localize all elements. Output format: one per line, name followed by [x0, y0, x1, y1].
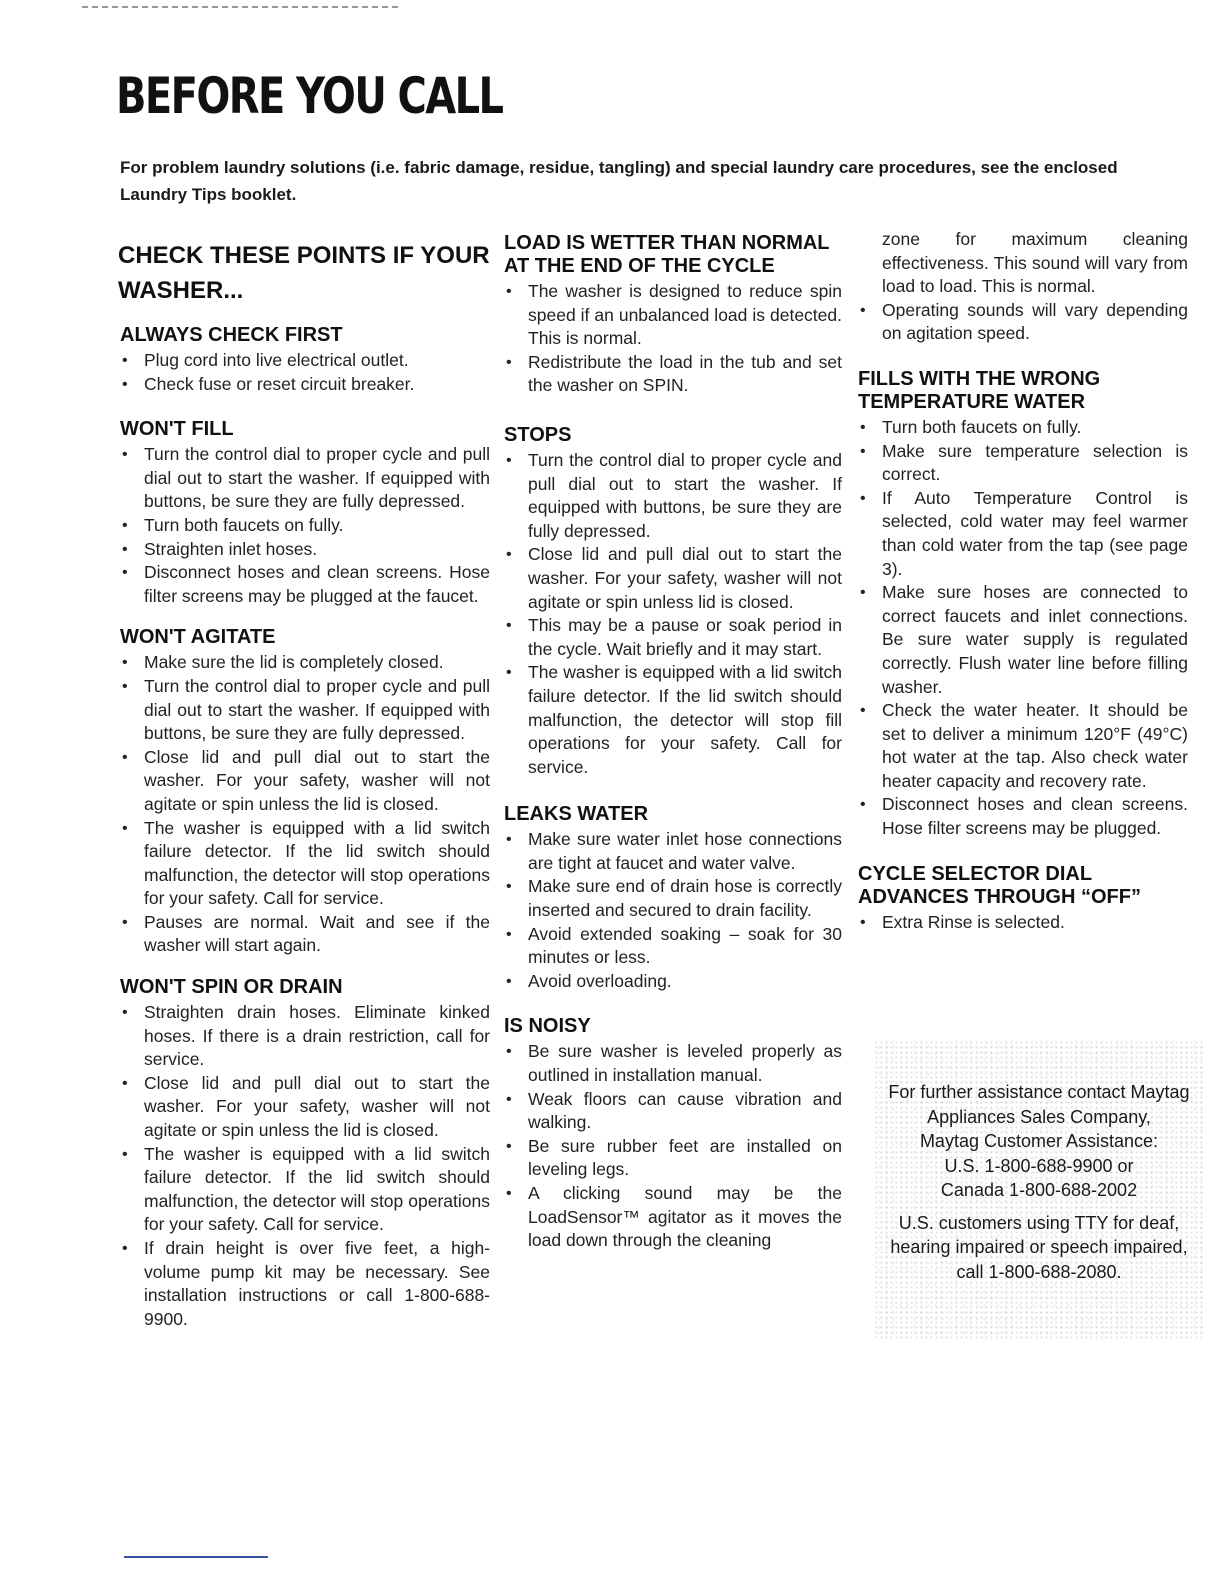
section-title: CYCLE SELECTOR DIAL ADVANCES THROUGH “OFF” [858, 862, 1141, 908]
list-item: • Straighten inlet hoses. [118, 538, 490, 562]
list-item: • Turn the control dial to proper cycle and pull dial out to start the washer. If equipped with buttons, be sure they are fully depressed. [118, 675, 490, 746]
section-title: ALWAYS CHECK FIRST [120, 324, 343, 346]
list-item: • Extra Rinse is selected. [856, 911, 1188, 935]
list-item: • Make sure temperature selection is correct. [856, 440, 1188, 487]
list-item: • Pauses are normal. Wait and see if the washer will start again. [118, 911, 490, 958]
list-item: • Make sure water inlet hose connections are tight at faucet and water valve. [502, 828, 842, 875]
assistance-box [874, 1040, 1204, 1340]
list-item: • Avoid overloading. [502, 970, 842, 994]
section-title: LEAKS WATER [504, 803, 649, 826]
list-item: • Be sure rubber feet are installed on leveling legs. [502, 1135, 842, 1182]
bullet-list [118, 443, 490, 608]
list-item: • Make sure end of drain hose is correctly inserted and secured to drain facility. [502, 875, 842, 922]
list-item: • Check the water heater. It should be set to deliver a minimum 120°F (49°C) hot water at the tap. Also check water heater capacity and recovery rate. [856, 699, 1188, 793]
list-item: • Disconnect hoses and clean screens. Hose filter screens may be plugged. [856, 793, 1188, 840]
assistance-line: Appliances Sales Company, [927, 1106, 1151, 1127]
list-item: • Turn both faucets on fully. [856, 416, 1188, 440]
bullet-list [118, 1001, 490, 1331]
list-item: • A clicking sound may be the LoadSensor™ agitator as it moves the load down through the cleaning [502, 1182, 842, 1253]
list-item: • This may be a pause or soak period in the cycle. Wait briefly and it may start. [502, 614, 842, 661]
list-item: • Turn both faucets on fully. [118, 514, 490, 538]
bullet-list [502, 449, 842, 779]
list-item: • Check fuse or reset circuit breaker. [118, 373, 490, 397]
bullet-list [502, 1040, 842, 1252]
column-3 [856, 228, 1188, 940]
list-item: • Be sure washer is leveled properly as outlined in installation manual. [502, 1040, 842, 1087]
assistance-phone: call 1-800-688-2080. [956, 1261, 1122, 1282]
list-item: • If drain height is over five feet, a high-volume pump kit may be necessary. See installation instructions or call 1-800-688-9900. [118, 1237, 490, 1331]
list-item: • Plug cord into live electrical outlet. [118, 349, 490, 373]
list-item: • The washer is equipped with a lid switch failure detector. If the lid switch should malfunction, the detector will stop operations for your safety. Call for service. [118, 817, 490, 911]
section-title: WON'T SPIN OR DRAIN [120, 976, 343, 999]
bullet-list [118, 349, 490, 396]
section-title: IS NOISY [504, 1015, 591, 1038]
footer-rule [124, 1556, 268, 1558]
bullet-list [856, 228, 1188, 346]
assistance-line: Maytag Customer Assistance: [919, 1131, 1159, 1151]
list-item: • Operating sounds will vary depending on agitation speed. [856, 299, 1188, 346]
list-item: • If Auto Temperature Control is selected, cold water may feel warmer than cold water from the tap (see page 3). [856, 487, 1188, 581]
list-item: • Disconnect hoses and clean screens. Hose filter screens may be plugged at the faucet. [118, 561, 490, 608]
assistance-line: For further assistance contact Maytag [888, 1082, 1190, 1102]
list-item: • Avoid extended soaking – soak for 30 minutes or less. [502, 923, 842, 970]
list-item: • Weak floors can cause vibration and walking. [502, 1088, 842, 1135]
assistance-line: hearing impaired or speech impaired, [890, 1237, 1188, 1257]
list-item: • Make sure hoses are connected to correct faucets and inlet connections. Be sure water supply is regulated correctly. Flush water line before filling washer. [856, 581, 1188, 699]
column-2 [502, 228, 842, 1259]
assistance-line: U.S. customers using TTY for deaf, [898, 1212, 1180, 1233]
list-item: • Turn the control dial to proper cycle and pull dial out to start the washer. If equipped with buttons, be sure they are fully depressed. [118, 443, 490, 514]
bullet-list [502, 280, 842, 398]
list-item: • Close lid and pull dial out to start the washer. For your safety, washer will not agitate or spin unless the lid is closed. [118, 746, 490, 817]
section-title: FILLS WITH THE WRONG TEMPERATURE WATER [858, 367, 1101, 413]
bullet-list [856, 416, 1188, 841]
list-item: • Make sure the lid is completely closed. [118, 651, 490, 675]
bullet-list [118, 651, 490, 958]
bullet-list [856, 911, 1188, 935]
list-item: • The washer is designed to reduce spin speed if an unbalanced load is detected. This is normal. [502, 280, 842, 351]
column-1 [118, 228, 490, 1337]
list-item-continued: zone for maximum cleaning effectiveness. This sound will vary from load to load. This is normal. [882, 229, 1188, 297]
scan-artifact [82, 6, 402, 8]
assistance-phone: Canada 1-800-688-2002 [940, 1180, 1138, 1200]
list-item: • Redistribute the load in the tub and set the washer on SPIN. [502, 351, 842, 398]
intro-text: For problem laundry solutions (i.e. fabric damage, residue, tangling) and special laundry care procedures, see the enclosed Laundry Tips booklet. [120, 158, 1118, 204]
spacer [874, 1203, 1204, 1211]
bullet-list [502, 828, 842, 993]
list-item: • The washer is equipped with a lid switch failure detector. If the lid switch should malfunction, the detector will stop operations for your safety. Call for service. [118, 1143, 490, 1237]
section-title: STOPS [504, 423, 572, 446]
list-item: • Turn the control dial to proper cycle and pull dial out to start the washer. If equipped with buttons, be sure they are fully depressed. [502, 449, 842, 543]
list-item: • Straighten drain hoses. Eliminate kinked hoses. If there is a drain restriction, call for service. [118, 1001, 490, 1072]
section-title: WON'T FILL [120, 418, 234, 441]
list-item: • Close lid and pull dial out to start the washer. For your safety, washer will not agitate or spin unless lid is closed. [502, 543, 842, 614]
assistance-phone: U.S. 1-800-688-9900 or [944, 1155, 1134, 1176]
main-heading: CHECK THESE POINTS IF YOUR WASHER... [118, 242, 490, 304]
section-title: WON'T AGITATE [120, 626, 276, 649]
page-title: BEFORE YOU CALL [116, 67, 503, 125]
list-item: • Close lid and pull dial out to start the washer. For your safety, washer will not agitate or spin unless the lid is closed. [118, 1072, 490, 1143]
section-title: LOAD IS WETTER THAN NORMAL AT THE END OF THE CYCLE [504, 232, 830, 277]
list-item: • The washer is equipped with a lid switch failure detector. If the lid switch should malfunction, the detector will stop fill operations for your safety. Call for service. [502, 661, 842, 779]
